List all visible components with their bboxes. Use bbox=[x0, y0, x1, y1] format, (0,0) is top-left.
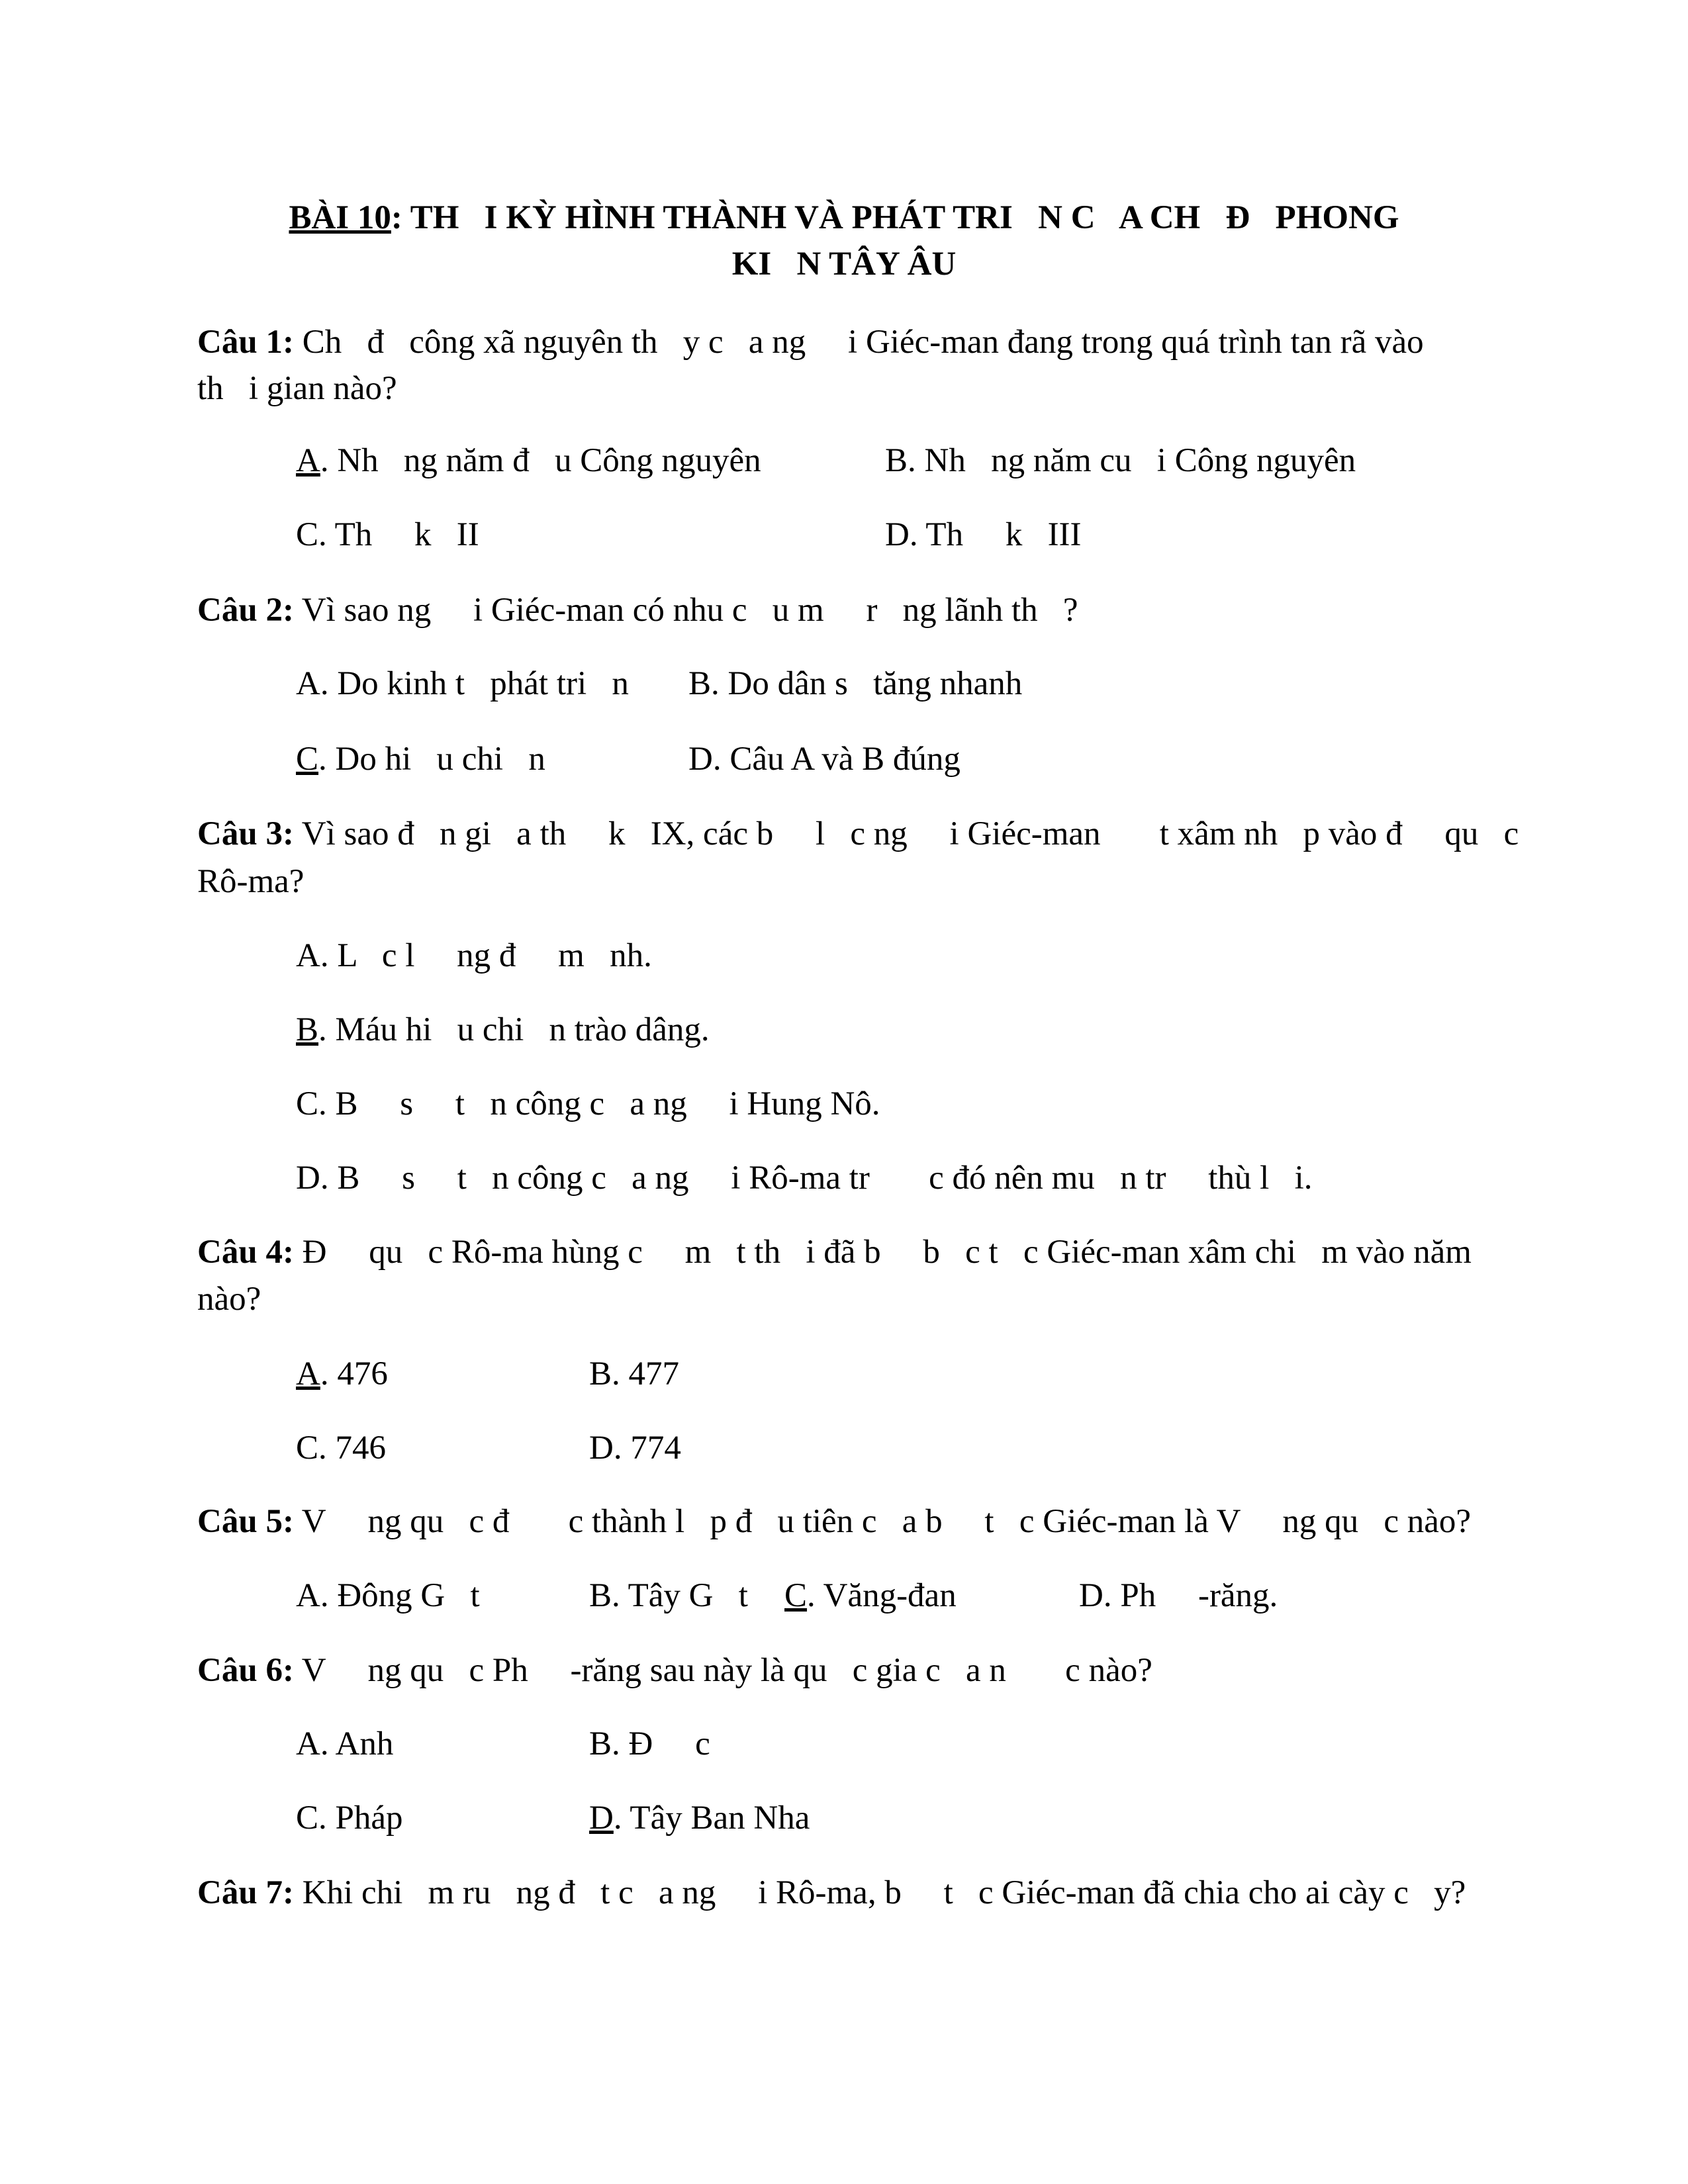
question-3-cont: Rô-ma? bbox=[197, 863, 305, 900]
question-1-cont: th i gian nào? bbox=[197, 370, 397, 407]
question-text: Đ qu c Rô-ma hùng c m t th i đã b b c t c Giéc-man xâm chi m vào năm bbox=[302, 1234, 1472, 1271]
lesson-title-line-1 bbox=[0, 199, 1688, 237]
question-label: Câu 2: bbox=[197, 592, 294, 629]
question-label: Câu 3: bbox=[197, 815, 294, 852]
question-7 bbox=[197, 1873, 1466, 1913]
answer-option[interactable]: C. Pháp bbox=[296, 1799, 403, 1837]
answer-option[interactable]: D. Th k III bbox=[885, 516, 1082, 553]
answer-option[interactable]: D. Ph -răng. bbox=[1079, 1577, 1278, 1614]
answer-option[interactable]: D. Câu A và B đúng bbox=[688, 741, 961, 778]
lesson-number: BÀI 10 bbox=[289, 199, 391, 236]
question-label: Câu 7: bbox=[197, 1874, 294, 1911]
answer-option[interactable]: A. L c l ng đ m nh. bbox=[296, 937, 652, 974]
answer-option[interactable]: B. 477 bbox=[589, 1355, 680, 1392]
answer-option[interactable]: C. Văng-đan bbox=[784, 1577, 957, 1614]
question-4 bbox=[197, 1232, 1472, 1272]
lesson-title-rest: : TH I KỲ HÌNH THÀNH VÀ PHÁT TRI N C A CH Đ PHONG bbox=[391, 199, 1399, 236]
question-1 bbox=[197, 322, 1424, 362]
question-label: Câu 5: bbox=[197, 1503, 294, 1540]
question-6 bbox=[197, 1651, 1152, 1690]
answer-option[interactable]: B. Nh ng năm cu i Công nguyên bbox=[885, 442, 1356, 479]
answer-option[interactable]: D. 774 bbox=[589, 1430, 681, 1467]
answer-option[interactable]: A. Nh ng năm đ u Công nguyên bbox=[296, 442, 761, 479]
answer-option[interactable]: C. Th k II bbox=[296, 516, 479, 553]
question-5 bbox=[197, 1502, 1471, 1541]
answer-option[interactable]: A. Anh bbox=[296, 1725, 394, 1762]
answer-option[interactable]: C. Do hi u chi n bbox=[296, 741, 545, 778]
question-label: Câu 6: bbox=[197, 1652, 294, 1689]
question-text: V ng qu c đ c thành l p đ u tiên c a b t c Giéc-man là V ng qu c nào? bbox=[301, 1503, 1472, 1540]
question-text: Vì sao ng i Giéc-man có nhu c u m r ng lãnh th ? bbox=[301, 592, 1078, 629]
answer-option[interactable]: A. Đông G t bbox=[296, 1577, 480, 1614]
answer-option[interactable]: B. Đ c bbox=[589, 1725, 710, 1762]
question-label: Câu 4: bbox=[197, 1234, 294, 1271]
question-label: Câu 1: bbox=[197, 324, 294, 361]
question-4-cont: nào? bbox=[197, 1281, 261, 1318]
answer-option[interactable]: B. Tây G t bbox=[589, 1577, 748, 1614]
answer-option[interactable]: B. Máu hi u chi n trào dâng. bbox=[296, 1011, 710, 1048]
question-2 bbox=[197, 590, 1078, 630]
question-3 bbox=[197, 814, 1519, 854]
question-text: Vì sao đ n gi a th k IX, các b l c ng i Giéc-man t xâm nh p vào đ qu c bbox=[301, 815, 1519, 852]
lesson-title-line-2: KI N TÂY ÂU bbox=[731, 246, 957, 283]
answer-option[interactable]: A. 476 bbox=[296, 1355, 388, 1392]
answer-option[interactable]: C. 746 bbox=[296, 1430, 387, 1467]
answer-option[interactable]: D. Tây Ban Nha bbox=[589, 1799, 810, 1837]
answer-option[interactable]: B. Do dân s tăng nhanh bbox=[688, 665, 1023, 702]
answer-option[interactable]: D. B s t n công c a ng i Rô-ma tr c đó nên mu n tr thù l i. bbox=[296, 1160, 1313, 1197]
question-text: Ch đ công xã nguyên th y c a ng i Giéc-man đang trong quá trình tan rã vào bbox=[302, 324, 1424, 361]
question-text: V ng qu c Ph -răng sau này là qu c gia c a n c nào? bbox=[301, 1652, 1152, 1689]
answer-option[interactable]: C. B s t n công c a ng i Hung Nô. bbox=[296, 1085, 880, 1122]
answer-option[interactable]: A. Do kinh t phát tri n bbox=[296, 665, 629, 702]
question-text: Khi chi m ru ng đ t c a ng i Rô-ma, b t c Giéc-man đã chia cho ai cày c y? bbox=[302, 1874, 1466, 1911]
